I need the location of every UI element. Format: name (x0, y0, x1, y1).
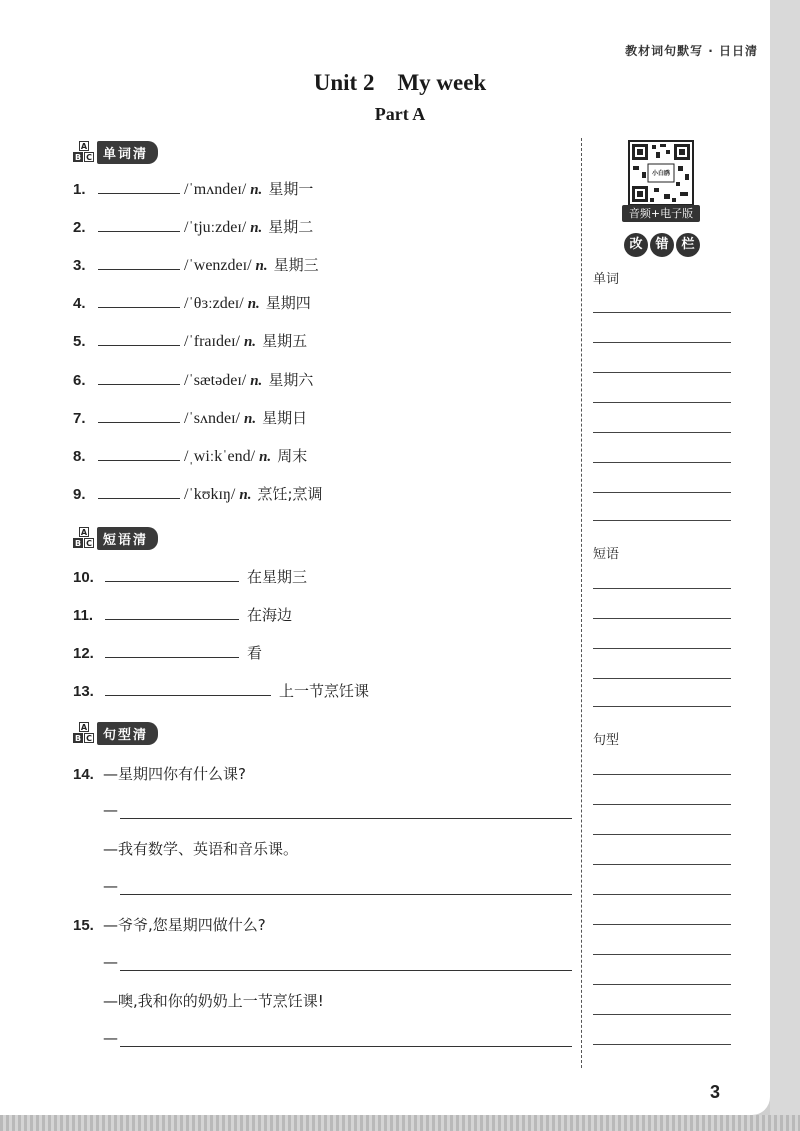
sentence-answer-line[interactable]: — (103, 953, 572, 971)
answer-blank[interactable] (105, 644, 239, 658)
section-label: 短语清 (97, 527, 158, 550)
section-badge-words (73, 141, 158, 163)
correction-line[interactable] (593, 1044, 731, 1045)
answer-blank[interactable] (98, 332, 180, 346)
page-title: Unit 2 My week (313, 70, 487, 95)
page-subtitle: Part A (374, 104, 426, 124)
answer-blank[interactable] (98, 409, 180, 423)
side-label-sentences: 句型 (593, 733, 620, 748)
qr-center-text: 小白鸥 (651, 170, 670, 177)
correction-line[interactable] (593, 774, 731, 775)
answer-blank[interactable] (105, 682, 271, 696)
answer-blank[interactable] (98, 294, 180, 308)
answer-blank[interactable] (98, 371, 180, 385)
word-item: 9. /ˈkʊkɪŋ/ n. 烹饪;烹调 (73, 485, 323, 503)
correction-line[interactable] (593, 834, 731, 835)
section-label: 句型清 (97, 722, 158, 745)
header-tag: 教材词句默写 · 日日清 (625, 44, 758, 58)
correction-line[interactable] (593, 804, 731, 805)
answer-blank[interactable] (98, 218, 180, 232)
correction-line[interactable] (593, 894, 731, 895)
correction-line[interactable] (593, 462, 731, 463)
phrase-item: 11. 在海边 (73, 606, 293, 624)
phrase-item: 10. 在星期三 (73, 568, 308, 586)
correction-line[interactable] (593, 648, 731, 649)
abc-icon: A B C (73, 141, 95, 163)
word-item: 2. /ˈtjuːzdeɪ/ n. 星期二 (73, 218, 314, 236)
correction-line[interactable] (593, 984, 731, 985)
qr-code-icon[interactable] (628, 140, 694, 206)
word-item: 4. /ˈθɜːzdeɪ/ n. 星期四 (73, 294, 311, 312)
sentence-answer: —噢,我和你的奶奶上一节烹饪课! (103, 992, 324, 1010)
word-item: 6. /ˈsætədeɪ/ n. 星期六 (73, 371, 314, 389)
correction-line[interactable] (593, 1014, 731, 1015)
abc-icon: A B C (73, 527, 95, 549)
correction-line[interactable] (593, 706, 731, 707)
answer-blank[interactable] (98, 447, 180, 461)
qr-label: 音频+电子版 (622, 205, 700, 222)
page-number: 3 (710, 1082, 721, 1102)
correction-line[interactable] (593, 924, 731, 925)
sentence-answer: —我有数学、英语和音乐课。 (103, 840, 299, 858)
section-badge-sentences (73, 722, 158, 744)
correction-line[interactable] (593, 588, 731, 589)
sentence-question: 15. —爷爷,您星期四做什么? (73, 916, 266, 934)
sentence-answer-line[interactable]: — (103, 801, 572, 819)
correction-line[interactable] (593, 312, 731, 313)
sentence-answer-line[interactable]: — (103, 877, 572, 895)
section-badge-phrases (73, 527, 158, 549)
word-item: 5. /ˈfraɪdeɪ/ n. 星期五 (73, 332, 308, 350)
side-label-phrases: 短语 (593, 547, 620, 562)
word-item: 8. /ˌwiːkˈend/ n. 周末 (73, 447, 308, 465)
answer-blank[interactable] (105, 568, 239, 582)
correction-column-title: 改 错 栏 (624, 233, 700, 257)
answer-blank[interactable] (98, 256, 180, 270)
column-divider (581, 138, 582, 1068)
correction-line[interactable] (593, 618, 731, 619)
answer-blank[interactable] (98, 180, 180, 194)
abc-icon: A B C (73, 722, 95, 744)
page-bottom-edge (0, 1115, 800, 1131)
correction-line[interactable] (593, 402, 731, 403)
answer-blank[interactable] (98, 485, 180, 499)
sentence-question: 14. —星期四你有什么课? (73, 765, 246, 783)
section-label: 单词清 (97, 141, 158, 164)
phrase-item: 12. 看 (73, 644, 263, 662)
answer-blank[interactable] (105, 606, 239, 620)
correction-line[interactable] (593, 520, 731, 521)
word-item: 7. /ˈsʌndeɪ/ n. 星期日 (73, 409, 308, 427)
sentence-answer-line[interactable]: — (103, 1029, 572, 1047)
correction-line[interactable] (593, 492, 731, 493)
word-item: 1. /ˈmʌndeɪ/ n. 星期一 (73, 180, 314, 198)
page-edge (770, 0, 800, 1115)
correction-line[interactable] (593, 678, 731, 679)
correction-line[interactable] (593, 342, 731, 343)
correction-line[interactable] (593, 954, 731, 955)
correction-line[interactable] (593, 864, 731, 865)
word-item: 3. /ˈwenzdeɪ/ n. 星期三 (73, 256, 319, 274)
correction-line[interactable] (593, 432, 731, 433)
phrase-item: 13. 上一节烹饪课 (73, 682, 370, 700)
side-label-words: 单词 (593, 272, 620, 287)
correction-line[interactable] (593, 372, 731, 373)
